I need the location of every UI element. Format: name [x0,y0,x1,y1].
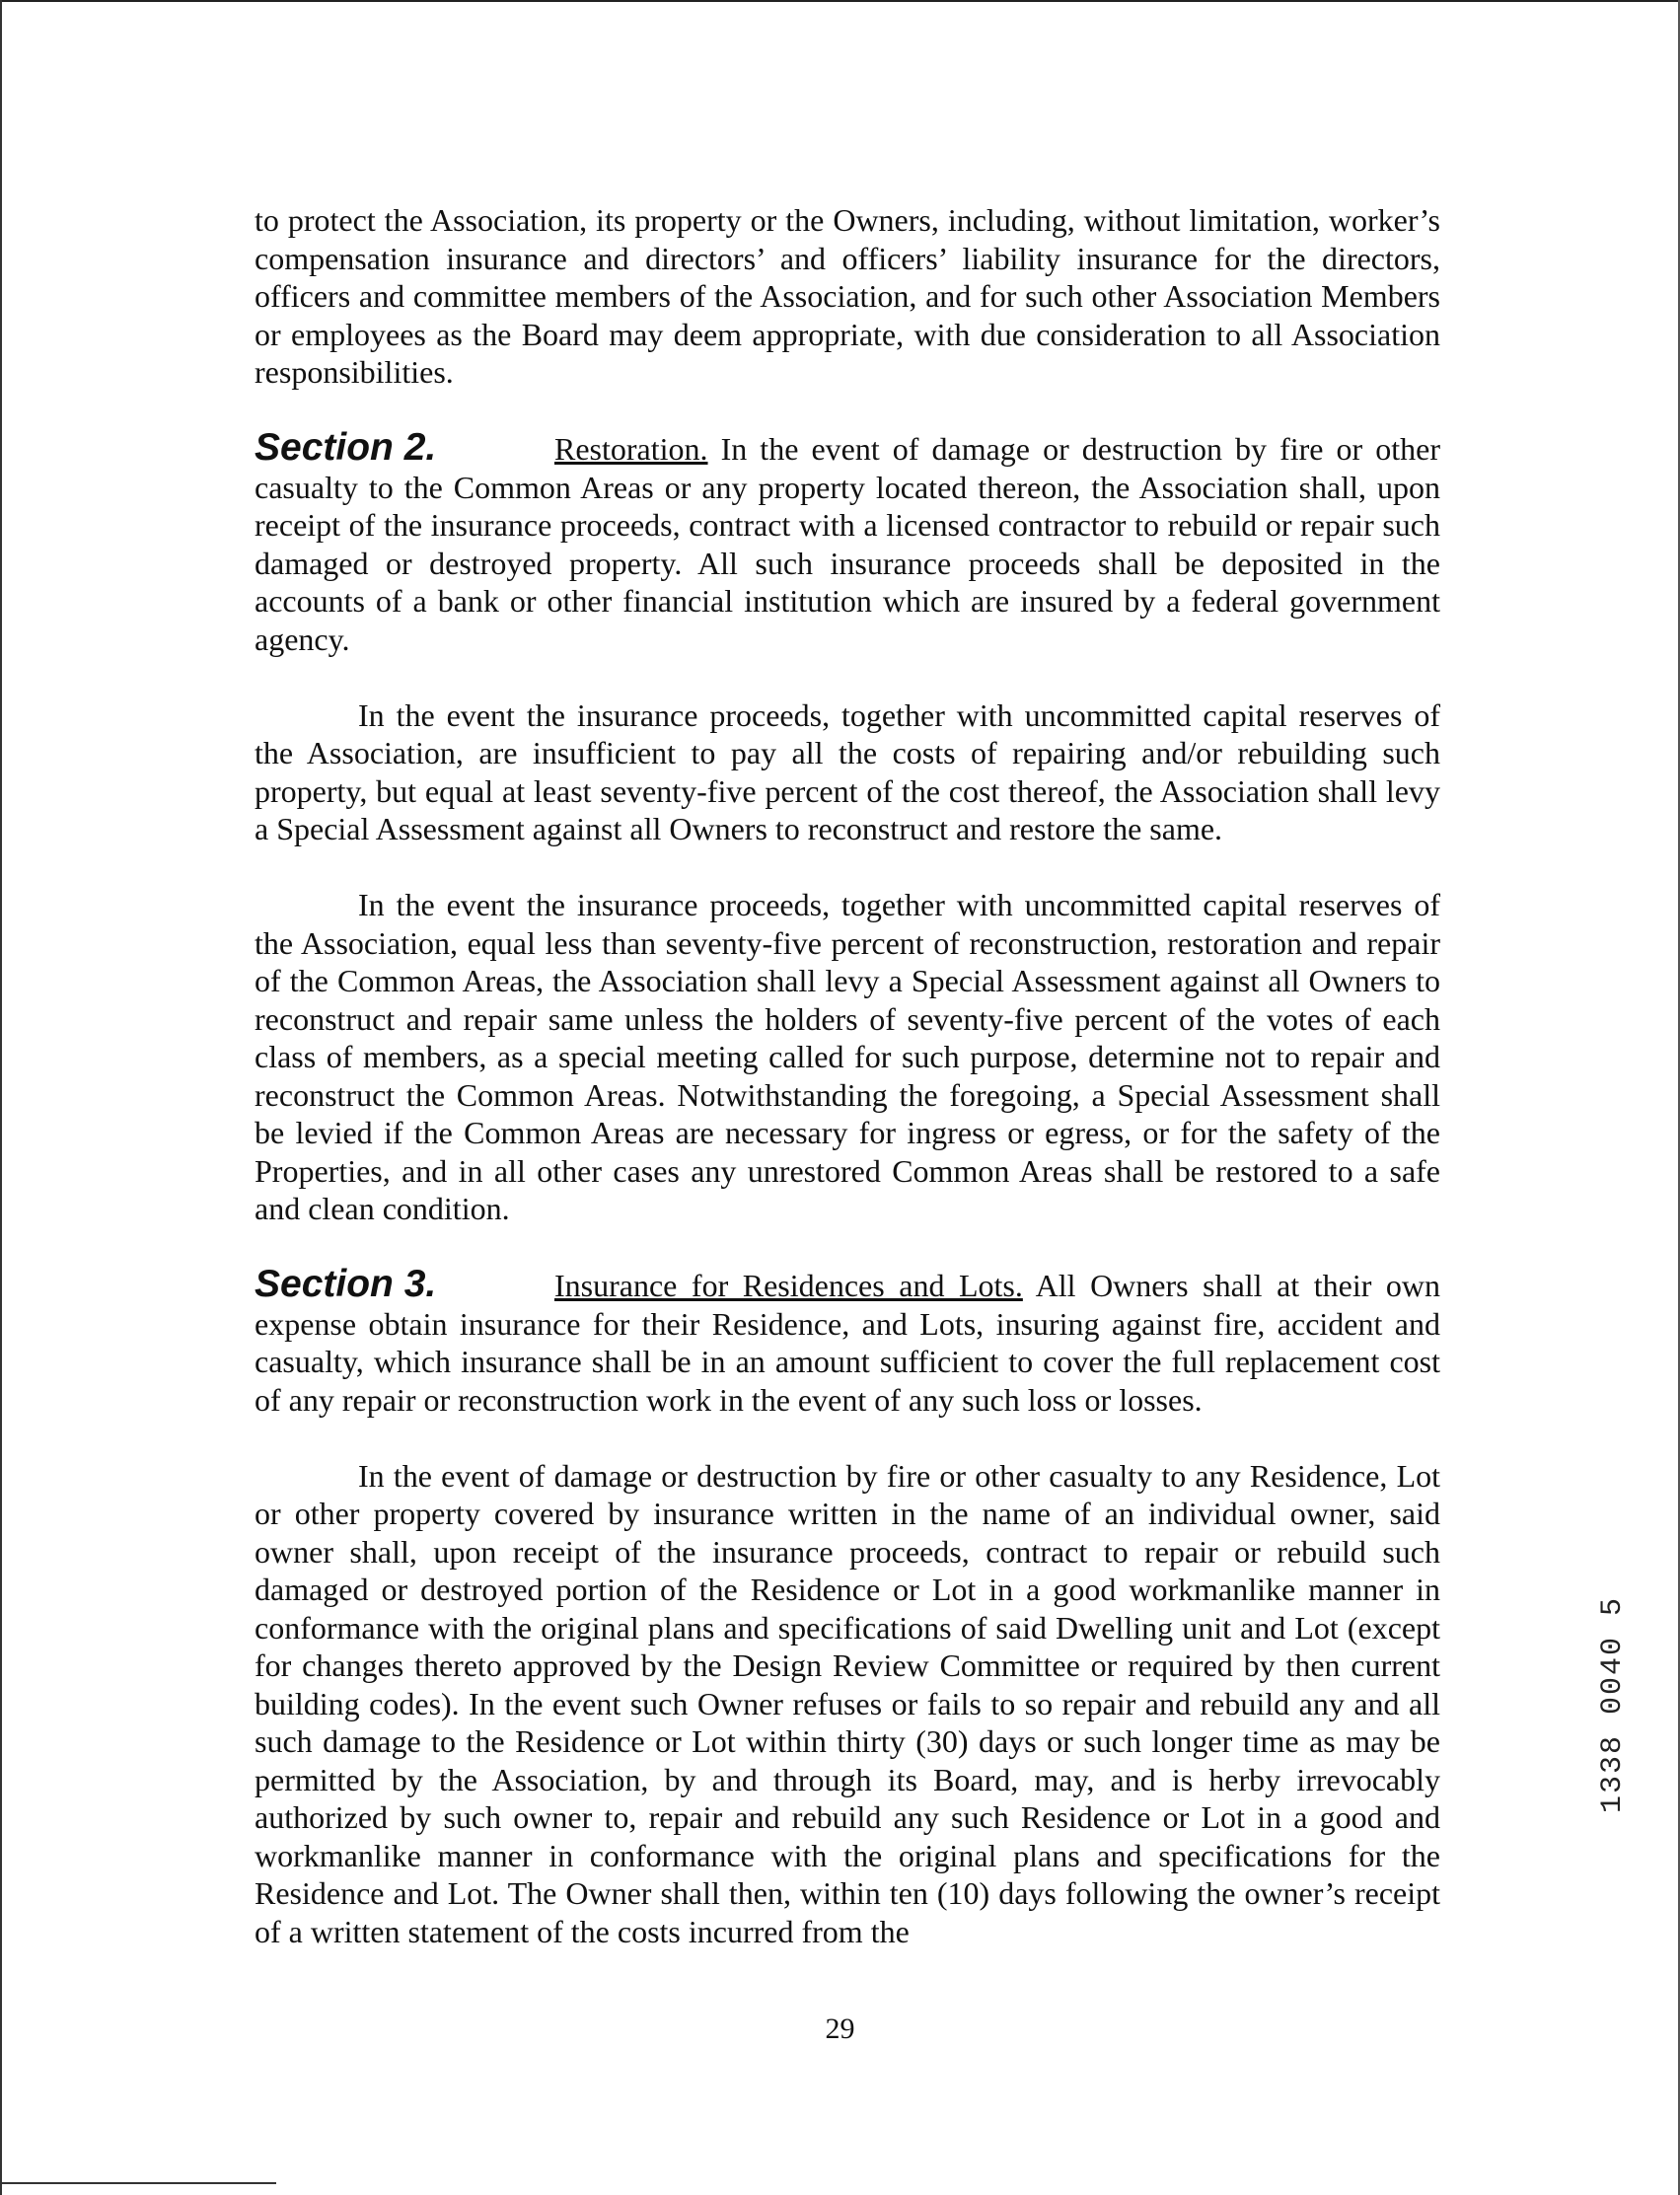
page-number: 29 [825,2012,855,2045]
section-3-body: All Owners shall at their own expense obtain insurance for their Residence, and Lots, insuring against fire, accident and casualty, which insurance shall be in an amount sufficient to cover the full replacement cost of any repair or reconstruction work in the event of any such loss or losses. [255,1268,1441,1418]
scan-edge-top [0,0,1680,2]
section-2-title: Restoration. [554,431,708,467]
section-2-paragraph-3: In the event the insurance proceeds, together with uncommitted capital reserves of the Association, equal less than seventy-five percent of reconstruction, restoration and repair of the Common Areas, the Association shall levy a Special Assessment against all Owners to reconstruct and repair same unless the holders of seventy-five percent of the votes of each class of members, as a special meeting called for such purpose, determine not to repair and reconstruct the Common Areas. Notwithstanding the foregoing, a Special Assessment shall be levied if the Common Areas are necessary for ingress or egress, or for the safety of the Properties, and in all other cases any unrestored Common Areas shall be restored to a safe and clean condition. [255,887,1440,1226]
scan-edge-left [0,0,2,2195]
section-3-title: Insurance for Residences and Lots. [554,1268,1023,1303]
margin-stamp: 1338 0040 5 [1596,1596,1630,1814]
section-2-body: In the event of damage or destruction by fire or other casualty to the Common Areas or any property located thereon, the Association shall, upon receipt of the insurance proceeds, contract with a licensed contractor to rebuild or repair such damaged or destroyed property. All such insurance proceeds shall be deposited in the accounts of a bank or other financial institution which are insured by a federal government agency. [255,431,1440,657]
scan-edge-bottom [0,2182,276,2184]
section-2-paragraph [255,426,1440,658]
section-3-paragraph [255,1263,1441,1419]
section-3-paragraph-2: In the event of damage or destruction by fire or other casualty to any Residence, Lot or other property covered by insurance written in the name of an individual owner, said owner shall, upon receipt of the insurance proceeds, contract to repair or rebuild such damaged or destroyed portion of the Residence or Lot in a good workmanlike manner in conformance with the original plans and specifications of said Dwelling unit and Lot (except for changes thereto approved by the Design Review Committee or required by then current building codes). In the event such Owner refuses or fails to so repair and rebuild any and all such damage to the Residence or Lot within thirty (30) days or such longer time as may be permitted by the Association, by and through its Board, may, and is herby irrevocably authorized by such owner to, repair and rebuild any such Residence or Lot in a good and workmanlike manner in conformance with the original plans and specifications for the Residence and Lot. The Owner shall then, within ten (10) days following the owner’s receipt of a written statement of the costs incurred from the [255,1457,1440,1949]
document-body [255,201,1440,1989]
opening-paragraph: to protect the Association, its property or the Owners, including, without limitation, worker’s compensation insurance and directors’ and officers’ liability insurance for the directors, officers and committee members of the Association, and for such other Association Members or employees as the Board may deem appropriate, with due consideration to all Association responsibilities. [255,202,1440,390]
section-3-heading: Section 3. [255,1263,437,1305]
section-2-heading: Section 2. [255,426,437,469]
section-2-paragraph-2: In the event the insurance proceeds, together with uncommitted capital reserves of the Association, are insufficient to pay all the costs of repairing and/or rebuilding such property, but equal at least seventy-five percent of the cost thereof, the Association shall levy a Special Assessment against all Owners to reconstruct and restore the same. [255,696,1440,846]
